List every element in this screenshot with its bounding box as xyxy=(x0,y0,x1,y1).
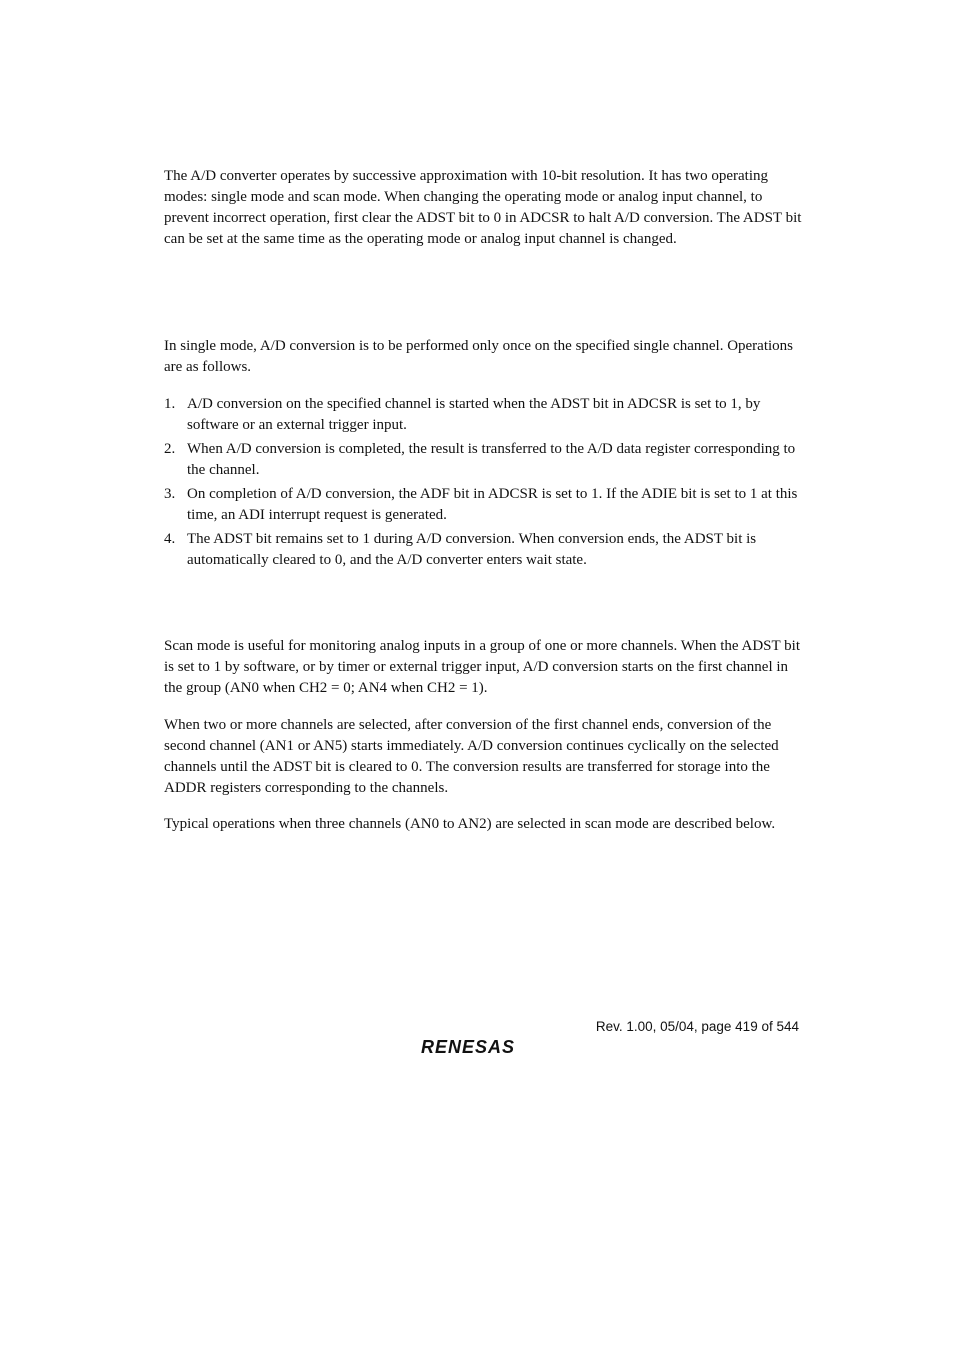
scan-mode-paragraph-3: Typical operations when three channels (AN0 to AN2) are selected in scan mode are described below. xyxy=(164,816,776,832)
list-item: 2. When A/D conversion is completed, the result is transferred to the A/D data register corresponding to the channel. xyxy=(164,441,796,478)
scan-mode-paragraph-2: When two or more channels are selected, after conversion of the first channel ends, conversion of the second channel (AN1 or AN5) starts immediately. A/D conversion continues cyclically on the selected channels until the ADST bit is cleared to 0. The conversion results are transferred for storage into the ADDR registers corresponding to the channels. xyxy=(164,717,779,796)
scan-mode-section xyxy=(164,636,804,699)
list-item: 4. The ADST bit remains set to 1 during A/D conversion. When conversion ends, the ADST bit is automatically cleared to 0, and the A/D converter enters wait state. xyxy=(164,531,757,568)
scan-mode-paragraph-1: Scan mode is useful for monitoring analog inputs in a group of one or more channels. When the ADST bit is set to 1 by software, or by timer or external trigger input, A/D conversion starts on the first channel in the group (AN0 when CH2 = 0; AN4 when CH2 = 1). xyxy=(164,638,800,696)
single-mode-paragraph: In single mode, A/D conversion is to be performed only once on the specified single channel. Operations are as follows. xyxy=(164,338,794,375)
scan-mode-section-3 xyxy=(164,814,804,835)
intro-section xyxy=(164,166,804,250)
intro-paragraph: The A/D converter operates by successive approximation with 10-bit resolution. It has two operating modes: single mode and scan mode. When changing the operating mode or analog input channel, to prevent incorrect operation, first clear the ADST bit to 0 in ADCSR to halt A/D conversion. The ADST bit can be set at the same time as the operating mode or analog input channel is changed. xyxy=(164,168,802,247)
single-mode-intro xyxy=(164,336,804,378)
renesas-logo-text: RENESAS xyxy=(421,1037,516,1056)
list-item: 1. A/D conversion on the specified channel is started when the ADST bit in ADCSR is set to 1, by software or an external trigger input. xyxy=(164,396,761,433)
list-item: 3. On completion of A/D conversion, the ADF bit in ADCSR is set to 1. If the ADIE bit is set to 1 at this time, an ADI interrupt request is generated. xyxy=(164,486,798,523)
scan-mode-section-2 xyxy=(164,715,804,799)
single-mode-steps xyxy=(164,394,804,574)
renesas-logo xyxy=(421,1036,543,1056)
page-info: Rev. 1.00, 05/04, page 419 of 544 xyxy=(595,1019,799,1034)
